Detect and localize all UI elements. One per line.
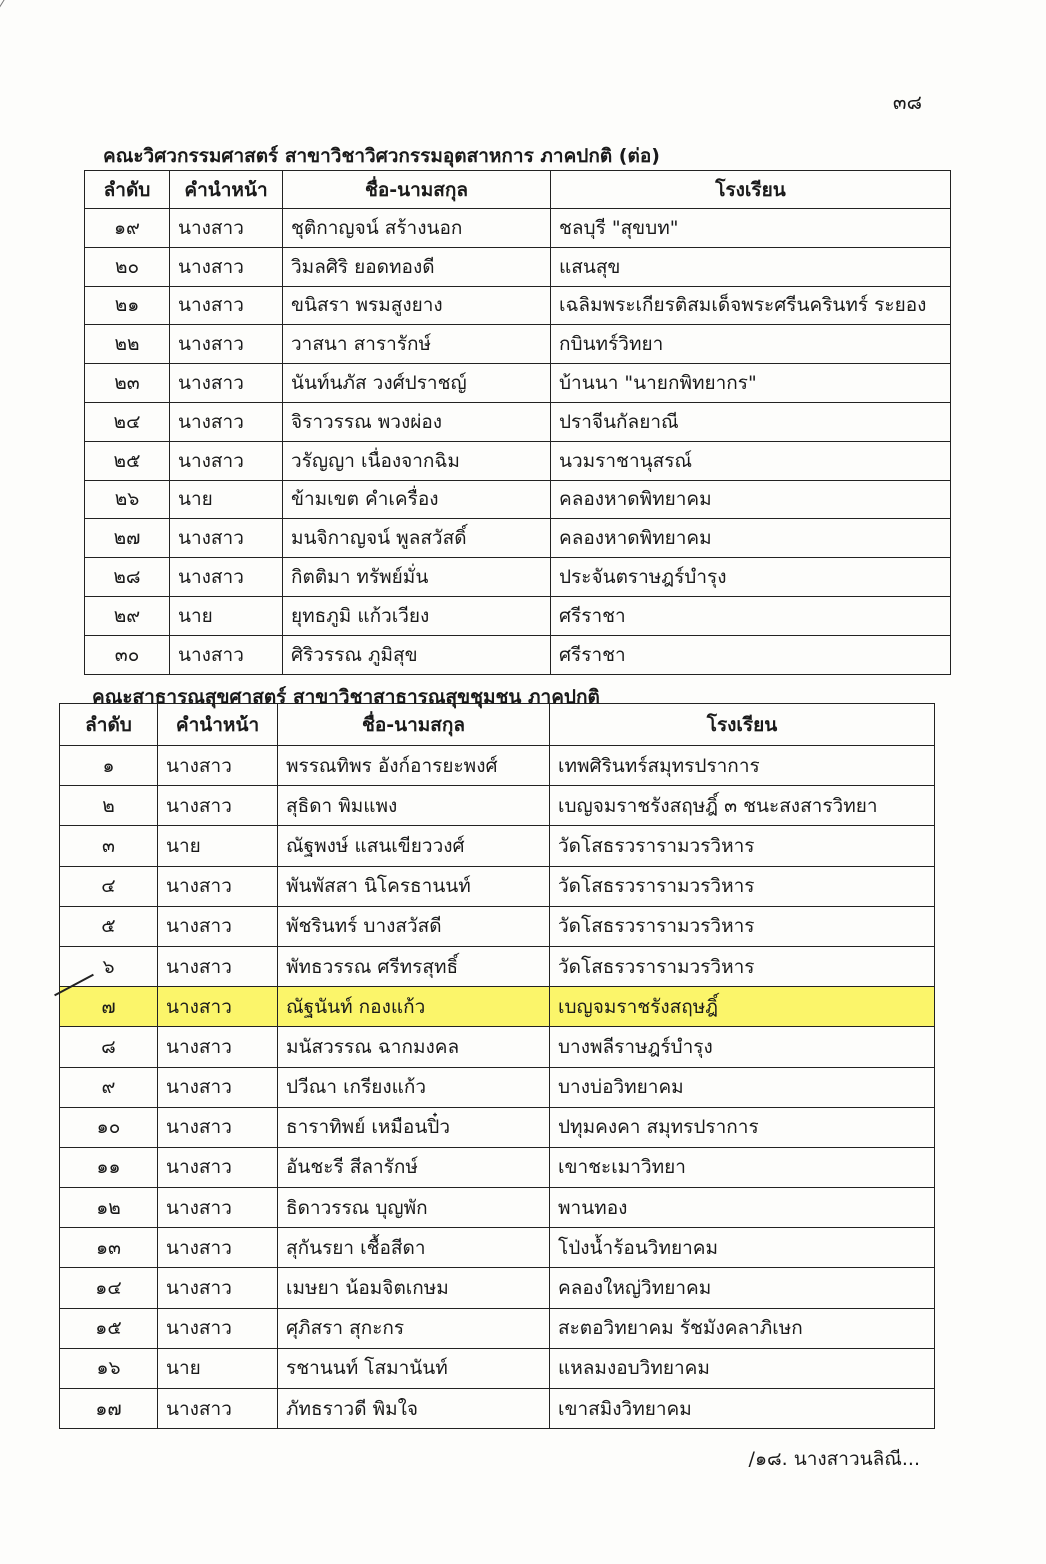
table-row (60, 1147, 935, 1187)
row-school: แสนสุข (551, 247, 951, 286)
table-row (60, 826, 935, 866)
row-order: ๑ (60, 746, 158, 786)
table-row (60, 1348, 935, 1388)
row-prefix: นางสาว (170, 558, 283, 597)
row-prefix: นางสาว (158, 746, 278, 786)
row-school: โป่งน้ำร้อนวิทยาคม (550, 1228, 935, 1268)
table-row (85, 286, 951, 325)
row-prefix: นางสาว (170, 325, 283, 364)
table-row (85, 402, 951, 441)
row-order: ๒๖ (85, 480, 170, 519)
row-school: ศรีราชา (551, 635, 951, 674)
row-name: ศุภิสรา สุกะกร (278, 1308, 550, 1348)
row-school: คลองหาดพิทยาคม (551, 519, 951, 558)
table-row (60, 946, 935, 986)
row-name: พรรณทิพร อังก์อารยะพงศ์ (278, 746, 550, 786)
row-prefix: นางสาว (158, 1027, 278, 1067)
row-school: บางบ่อวิทยาคม (550, 1067, 935, 1107)
row-name: ธาราทิพย์ เหมือนปิ๋ว (278, 1107, 550, 1147)
row-prefix: นางสาว (158, 1389, 278, 1429)
header-name: ชื่อ-นามสกุล (283, 171, 551, 209)
row-name: ณัฐพงษ์ แสนเขียววงศ์ (278, 826, 550, 866)
table-row (85, 209, 951, 248)
row-name: วาสนา สารารักษ์ (283, 325, 551, 364)
row-school: ประจันตราษฎร์บำรุง (551, 558, 951, 597)
row-name: กิตติมา ทรัพย์มั่น (283, 558, 551, 597)
row-name: มนัสวรรณ ฉากมงคล (278, 1027, 550, 1067)
row-order: ๒๕ (85, 441, 170, 480)
table-row (85, 596, 951, 635)
row-name: ข้ามเขต คำเครื่อง (283, 480, 551, 519)
row-school: วัดโสธรวรารามวรวิหาร (550, 946, 935, 986)
row-name: เมษยา น้อมจิตเกษม (278, 1268, 550, 1308)
row-name: ปวีณา เกรียงแก้ว (278, 1067, 550, 1107)
row-prefix: นางสาว (158, 1228, 278, 1268)
row-order: ๒๓ (85, 364, 170, 403)
table-row (85, 480, 951, 519)
header-school: โรงเรียน (550, 704, 935, 746)
row-prefix: นางสาว (170, 209, 283, 248)
row-name: ภัทธราวดี พิมใจ (278, 1389, 550, 1429)
row-prefix: นางสาว (158, 866, 278, 906)
header-school: โรงเรียน (551, 171, 951, 209)
row-prefix: นางสาว (158, 906, 278, 946)
row-name: ยุทธภูมิ แก้วเวียง (283, 596, 551, 635)
row-prefix: นางสาว (158, 786, 278, 826)
row-name: สุธิดา พิมแพง (278, 786, 550, 826)
row-order: ๓ (60, 826, 158, 866)
row-school: วัดโสธรวรารามวรวิหาร (550, 906, 935, 946)
row-school: วัดโสธรวรารามวรวิหาร (550, 866, 935, 906)
row-name: จิราวรรณ พวงผ่อง (283, 402, 551, 441)
row-order: ๑๕ (60, 1308, 158, 1348)
row-order: ๑๔ (60, 1268, 158, 1308)
header-prefix: คำนำหน้า (170, 171, 283, 209)
row-school: แหลมงอบวิทยาคม (550, 1348, 935, 1388)
row-order: ๒๗ (85, 519, 170, 558)
table-row (85, 519, 951, 558)
row-school: เบญจมราชรังสฤษฎิ์ ๓ ชนะสงสารวิทยา (550, 786, 935, 826)
row-prefix: นางสาว (158, 987, 278, 1027)
section1-title: คณะวิศวกรรมศาสตร์ สาขาวิชาวิศวกรรมอุตสาหการ ภาคปกติ (ต่อ) (103, 145, 660, 167)
table-row (60, 1308, 935, 1348)
section2-table (59, 703, 935, 1429)
table-row (60, 1107, 935, 1147)
table-row (60, 1027, 935, 1067)
row-prefix: นางสาว (158, 1067, 278, 1107)
row-school: คลองใหญ่วิทยาคม (550, 1268, 935, 1308)
row-prefix: นางสาว (170, 519, 283, 558)
row-prefix: นางสาว (158, 1188, 278, 1228)
table-row (85, 325, 951, 364)
row-school: วัดโสธรวรารามวรวิหาร (550, 826, 935, 866)
table-row (60, 1067, 935, 1107)
row-order: ๖ (60, 946, 158, 986)
row-order: ๒๒ (85, 325, 170, 364)
row-prefix: นางสาว (158, 946, 278, 986)
row-prefix: นางสาว (170, 402, 283, 441)
row-prefix: นาย (170, 596, 283, 635)
section1-table (84, 170, 951, 675)
row-school: เบญจมราชรังสฤษฎิ์ (550, 987, 935, 1027)
table-row (60, 1228, 935, 1268)
row-name: อันชะรี สีลารักษ์ (278, 1147, 550, 1187)
page-number: ๓๘ (892, 90, 922, 114)
row-school: ชลบุรี "สุขบท" (551, 209, 951, 248)
row-order: ๒๐ (85, 247, 170, 286)
row-school: กบินทร์วิทยา (551, 325, 951, 364)
table-header-row (60, 704, 935, 746)
row-school: เขาชะเมาวิทยา (550, 1147, 935, 1187)
row-prefix: นาย (158, 1348, 278, 1388)
table-row (60, 866, 935, 906)
table-row (60, 987, 935, 1027)
row-order: ๒๑ (85, 286, 170, 325)
row-name: ขนิสรา พรมสูงยาง (283, 286, 551, 325)
row-name: ณัฐนันท์ กองแก้ว (278, 987, 550, 1027)
row-name: รชานนท์ โสมานันท์ (278, 1348, 550, 1388)
row-school: คลองหาดพิทยาคม (551, 480, 951, 519)
row-order: ๓๐ (85, 635, 170, 674)
row-order: ๘ (60, 1027, 158, 1067)
table-row (60, 746, 935, 786)
row-prefix: นางสาว (170, 286, 283, 325)
row-name: มนจิกาญจน์ พูลสวัสดิ์ (283, 519, 551, 558)
row-prefix: นางสาว (158, 1147, 278, 1187)
table-row (60, 1188, 935, 1228)
row-name: วรัญญา เนื่องจากฉิม (283, 441, 551, 480)
row-school: ปทุมคงคา สมุทรปราการ (550, 1107, 935, 1147)
row-order: ๑๓ (60, 1228, 158, 1268)
table-row (60, 786, 935, 826)
row-order: ๒๙ (85, 596, 170, 635)
row-school: นวมราชานุสรณ์ (551, 441, 951, 480)
row-prefix: นางสาว (158, 1308, 278, 1348)
row-order: ๑๖ (60, 1348, 158, 1388)
row-name: วิมลศิริ ยอดทองดี (283, 247, 551, 286)
row-order: ๙ (60, 1067, 158, 1107)
row-name: พัทธวรรณ ศรีทรสุทธิ์ (278, 946, 550, 986)
table-row (85, 441, 951, 480)
row-order: ๑๑ (60, 1147, 158, 1187)
table-row (85, 247, 951, 286)
row-school: เฉลิมพระเกียรติสมเด็จพระศรีนครินทร์ ระยอง (551, 286, 951, 325)
row-school: สะตอวิทยาคม รัชมังคลาภิเษก (550, 1308, 935, 1348)
row-name: ชุติกาญจน์ สร้างนอก (283, 209, 551, 248)
header-order: ลำดับ (60, 704, 158, 746)
row-school: บ้านนา "นายกพิทยากร" (551, 364, 951, 403)
row-order: ๑๒ (60, 1188, 158, 1228)
row-order: ๔ (60, 866, 158, 906)
row-order: ๒ (60, 786, 158, 826)
row-order: ๕ (60, 906, 158, 946)
row-prefix: นางสาว (170, 247, 283, 286)
row-school: ศรีราชา (551, 596, 951, 635)
table-header-row (85, 171, 951, 209)
row-prefix: นางสาว (158, 1107, 278, 1147)
row-order: ๑๙ (85, 209, 170, 248)
section2-title: คณะสาธารณสุขศาสตร์ สาขาวิชาสาธารณสุขชุมชน ภาคปกติ (92, 686, 600, 708)
row-name: พัชรินทร์ บางสวัสดี (278, 906, 550, 946)
row-name: ธิดาวรรณ บุญพัก (278, 1188, 550, 1228)
row-prefix: นาย (170, 480, 283, 519)
table-row (85, 635, 951, 674)
header-order: ลำดับ (85, 171, 170, 209)
table-row (85, 558, 951, 597)
row-prefix: นางสาว (170, 635, 283, 674)
row-order: ๑๐ (60, 1107, 158, 1147)
row-order: ๒๔ (85, 402, 170, 441)
row-prefix: นางสาว (170, 364, 283, 403)
continuation-note: /๑๘. นางสาวนลิณี... (748, 1448, 920, 1470)
table-row (85, 364, 951, 403)
header-prefix: คำนำหน้า (158, 704, 278, 746)
row-order: ๑๗ (60, 1389, 158, 1429)
row-name: นันท์นภัส วงศ์ปราชญ์ (283, 364, 551, 403)
table-row (60, 1268, 935, 1308)
header-name: ชื่อ-นามสกุล (278, 704, 550, 746)
table-row (60, 906, 935, 946)
row-school: เขาสมิงวิทยาคม (550, 1389, 935, 1429)
row-name: ศิริวรรณ ภูมิสุข (283, 635, 551, 674)
row-prefix: นาย (158, 826, 278, 866)
row-school: เทพศิรินทร์สมุทรปราการ (550, 746, 935, 786)
row-order: ๗ (60, 987, 158, 1027)
corner-fold-line (0, 0, 72, 71)
row-order: ๒๘ (85, 558, 170, 597)
row-school: ปราจีนกัลยาณี (551, 402, 951, 441)
row-prefix: นางสาว (170, 441, 283, 480)
row-school: พานทอง (550, 1188, 935, 1228)
row-name: พันพัสสา นิโครธานนท์ (278, 866, 550, 906)
row-name: สุกันรยา เชื้อสีดา (278, 1228, 550, 1268)
row-prefix: นางสาว (158, 1268, 278, 1308)
row-school: บางพลีราษฎร์บำรุง (550, 1027, 935, 1067)
table-row (60, 1389, 935, 1429)
